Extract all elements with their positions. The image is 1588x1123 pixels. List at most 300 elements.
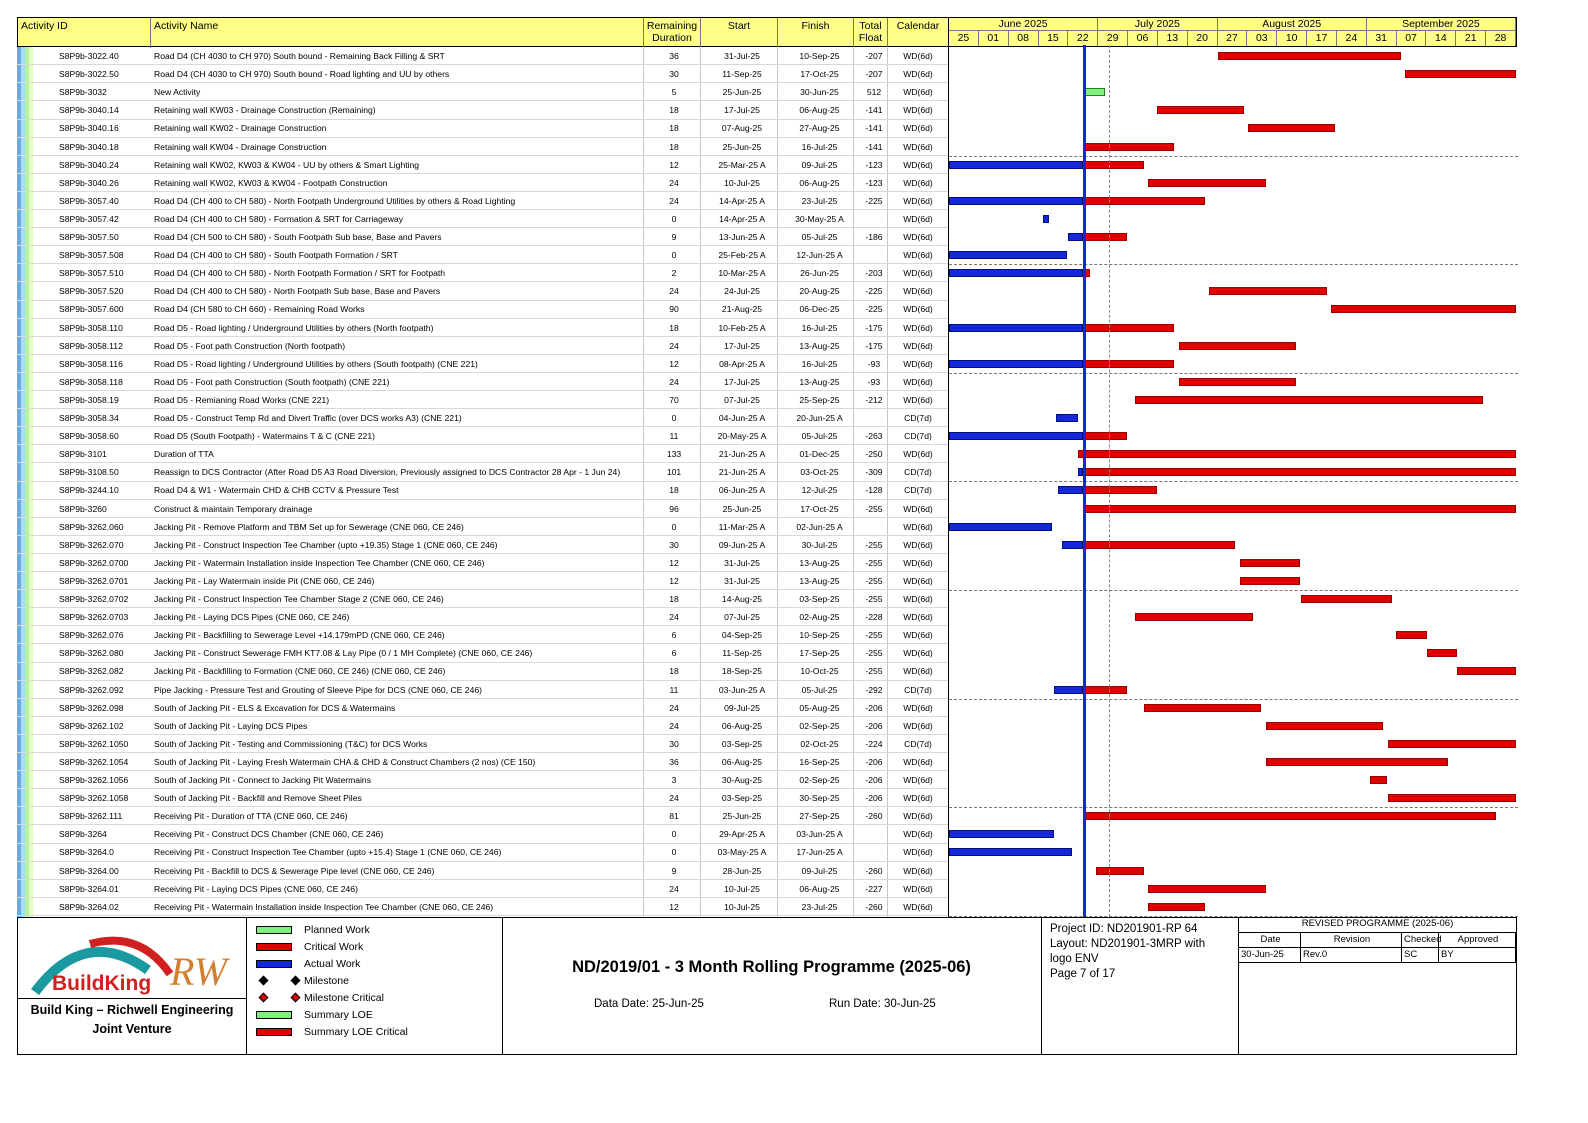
activity-row[interactable] — [17, 681, 948, 699]
activity-row[interactable] — [17, 445, 948, 463]
revision-cell: BY — [1439, 947, 1516, 962]
title-block — [17, 917, 1517, 1055]
calendar: CD(7d) — [904, 431, 932, 442]
activity-id: S8P9b-3262.0701 — [59, 575, 129, 586]
activity-row[interactable] — [17, 662, 948, 680]
company-jv: Joint Venture — [92, 1022, 172, 1036]
start-date: 04-Jun-25 A — [718, 413, 766, 423]
remaining-duration: 30 — [669, 539, 679, 550]
actual-bar[interactable] — [949, 251, 1067, 259]
remaining-duration: 3 — [671, 775, 677, 785]
activity-id: S8P9b-3264.01 — [59, 883, 119, 894]
finish-date: 13-Aug-25 — [799, 575, 840, 586]
timescale-week: 15 — [1039, 31, 1069, 46]
remaining-duration: 18 — [669, 594, 679, 604]
finish-date: 05-Jul-25 — [801, 431, 838, 442]
calendar: WD(6d) — [903, 304, 933, 315]
start-date: 17-Jul-25 — [724, 105, 760, 116]
gantt-chart[interactable] — [948, 17, 1517, 917]
remaining-duration: 18 — [669, 666, 679, 677]
header-remaining-duration[interactable] — [644, 18, 701, 48]
finish-date: 12-Jun-25 A — [796, 250, 843, 261]
critical-bar[interactable] — [1388, 794, 1517, 802]
activity-id: S8P9b-3057.508 — [59, 250, 124, 261]
total-float: -206 — [865, 720, 883, 731]
activity-row[interactable] — [17, 518, 948, 536]
activity-row[interactable] — [17, 825, 948, 843]
activity-name: Road D4 (CH 4030 to CH 970) South bound - Remaining Back Filling & SRT — [154, 51, 445, 61]
layout-name: Layout: ND201901-3MRP with logo ENV — [1050, 938, 1206, 965]
actual-bar[interactable] — [1068, 233, 1083, 241]
activity-row[interactable] — [17, 210, 948, 228]
activity-name: South of Jacking Pit - Laying DCS Pipes — [154, 720, 308, 731]
activity-row[interactable] — [17, 319, 948, 337]
total-float: -255 — [865, 539, 883, 550]
calendar: WD(6d) — [903, 195, 933, 206]
actual-bar[interactable] — [1054, 686, 1083, 694]
remaining-duration: 81 — [669, 811, 679, 822]
activity-row[interactable] — [17, 463, 948, 481]
header-float-line2: Float — [858, 32, 883, 44]
activity-row[interactable] — [17, 717, 948, 735]
actual-bar[interactable] — [1058, 486, 1083, 494]
legend-swatch — [256, 926, 292, 934]
remaining-duration: 11 — [669, 684, 679, 695]
critical-bar[interactable] — [1135, 613, 1252, 621]
activity-row[interactable] — [17, 753, 948, 771]
calendar: WD(6d) — [903, 594, 933, 604]
activity-row[interactable] — [17, 409, 948, 427]
calendar: WD(6d) — [903, 847, 933, 858]
finish-date: 25-Sep-25 — [799, 394, 840, 405]
activity-row[interactable] — [17, 771, 948, 789]
remaining-duration: 24 — [669, 340, 679, 351]
activity-row[interactable] — [17, 807, 948, 825]
finish-date: 16-Jul-25 — [801, 358, 838, 369]
activity-row[interactable] — [17, 500, 948, 518]
timescale-week: 25 — [949, 31, 979, 46]
critical-bar[interactable] — [1148, 903, 1205, 911]
total-float: -206 — [865, 756, 883, 767]
group-divider — [949, 807, 1518, 808]
remaining-duration: 11 — [669, 431, 679, 442]
activity-name: Duration of TTA — [154, 449, 214, 460]
start-date: 28-Jun-25 — [722, 865, 762, 876]
timescale-week: 31 — [1367, 31, 1397, 46]
activity-name: South of Jacking Pit - Testing and Commissioning (T&C) for DCS Works — [154, 738, 428, 749]
actual-bar[interactable] — [949, 197, 1083, 205]
activity-id: S8P9b-3262.060 — [59, 521, 124, 532]
critical-bar[interactable] — [1078, 450, 1516, 458]
calendar: WD(6d) — [903, 250, 933, 261]
critical-bar[interactable] — [1096, 867, 1144, 875]
activity-row[interactable] — [17, 65, 948, 83]
critical-bar[interactable] — [1083, 432, 1127, 440]
start-date: 31-Jul-25 — [724, 557, 760, 568]
finish-date: 02-Jun-25 A — [796, 521, 843, 532]
header-calendar[interactable]: Calendar — [888, 18, 949, 48]
critical-bar[interactable] — [1144, 704, 1261, 712]
timescale-week: 17 — [1307, 31, 1337, 46]
activity-row[interactable] — [17, 264, 948, 282]
total-float: -175 — [865, 340, 883, 351]
activity-row[interactable] — [17, 608, 948, 626]
critical-bar[interactable] — [1083, 812, 1496, 820]
activity-row[interactable] — [17, 355, 948, 373]
activity-row[interactable] — [17, 228, 948, 246]
finish-date: 30-Sep-25 — [799, 793, 840, 804]
total-float: -227 — [865, 883, 883, 894]
finish-date: 10-Oct-25 — [800, 666, 839, 677]
critical-bar[interactable] — [1083, 468, 1516, 476]
critical-bar[interactable] — [1148, 179, 1265, 187]
finish-date: 06-Dec-25 — [799, 304, 840, 315]
run-date: Run Date: 30-Jun-25 — [829, 998, 936, 1010]
activity-name: Retaining wall KW02, KW03 & KW04 - Footpath Construction — [154, 177, 388, 188]
actual-bar[interactable] — [949, 161, 1083, 169]
activity-row[interactable] — [17, 83, 948, 101]
activity-id: S8P9b-3058.112 — [59, 340, 123, 351]
critical-bar[interactable] — [1331, 305, 1516, 313]
activity-row[interactable] — [17, 119, 948, 137]
activity-row[interactable] — [17, 536, 948, 554]
finish-date: 06-Aug-25 — [799, 105, 840, 116]
critical-bar[interactable] — [1396, 631, 1426, 639]
finish-date: 17-Oct-25 — [800, 503, 839, 514]
calendar: WD(6d) — [903, 630, 933, 641]
timescale-week: 13 — [1158, 31, 1188, 46]
remaining-duration: 0 — [671, 413, 677, 423]
activity-row[interactable] — [17, 156, 948, 174]
project-info — [1041, 918, 1239, 1054]
start-date: 09-Jun-25 A — [718, 539, 766, 550]
company-logo — [30, 930, 240, 1000]
start-date: 14-Apr-25 A — [719, 213, 765, 224]
project-id: Project ID: ND201901-RP 64 — [1050, 923, 1198, 935]
start-date: 25-Jun-25 — [722, 503, 762, 514]
start-date: 29-Apr-25 A — [719, 829, 765, 840]
remaining-duration: 90 — [669, 304, 679, 315]
remaining-duration: 24 — [669, 177, 679, 188]
activity-row[interactable] — [17, 880, 948, 898]
finish-date: 10-Sep-25 — [799, 630, 840, 641]
actual-bar[interactable] — [1043, 215, 1050, 223]
calendar: WD(6d) — [903, 286, 933, 297]
calendar: WD(6d) — [903, 322, 933, 333]
activity-name: Receiving Pit - Watermain Installation inside Inspection Tee Chamber (CNE 060, CE 246) — [154, 901, 494, 912]
remaining-duration: 24 — [669, 883, 679, 894]
critical-bar[interactable] — [1240, 577, 1301, 585]
finish-date: 16-Sep-25 — [799, 756, 840, 767]
remaining-duration: 0 — [671, 829, 677, 840]
critical-bar[interactable] — [1301, 595, 1392, 603]
finish-date: 20-Aug-25 — [799, 286, 840, 297]
calendar: WD(6d) — [903, 394, 933, 405]
activity-row[interactable] — [17, 246, 948, 264]
total-float: -186 — [865, 232, 883, 242]
remaining-duration: 0 — [671, 213, 677, 224]
activity-name: Road D5 - Construct Temp Rd and Divert Traffic (over DCS works A3) (CNE 221) — [154, 413, 462, 423]
finish-date: 02-Sep-25 — [799, 775, 840, 785]
legend — [246, 918, 503, 1054]
timescale-month: June 2025 — [949, 18, 1098, 31]
total-float: -263 — [865, 431, 883, 442]
activity-row[interactable] — [17, 192, 948, 210]
total-float: -255 — [865, 648, 883, 659]
finish-date: 13-Aug-25 — [799, 376, 840, 387]
calendar: WD(6d) — [903, 557, 933, 568]
activity-name: Road D5 - Foot path Construction (North footpath) — [154, 340, 346, 351]
calendar: WD(6d) — [903, 358, 933, 369]
activity-name: Road D5 - Remianing Road Works (CNE 221) — [154, 394, 330, 405]
total-float: -212 — [865, 394, 883, 405]
critical-bar[interactable] — [1083, 541, 1235, 549]
legend-swatch — [256, 1011, 292, 1019]
total-float: 512 — [866, 87, 882, 98]
timescale-week: 10 — [1277, 31, 1307, 46]
activity-id: S8P9b-3262.082 — [59, 666, 124, 677]
finish-date: 17-Oct-25 — [800, 69, 839, 80]
activity-name: Road D5 (South Footpath) - Watermains T & C (CNE 221) — [154, 431, 375, 442]
legend-label: Critical Work — [304, 941, 364, 953]
critical-bar[interactable] — [1157, 106, 1244, 114]
critical-bar[interactable] — [1266, 758, 1449, 766]
activity-row[interactable] — [17, 898, 948, 916]
activity-id: S8P9b-3057.600 — [59, 304, 124, 315]
remaining-duration: 0 — [671, 847, 677, 858]
activity-row[interactable] — [17, 337, 948, 355]
activity-row[interactable] — [17, 843, 948, 861]
revision-header-cell: Approved — [1439, 932, 1516, 947]
activity-name: Jacking Pit - Construct Sewerage FMH KT7.08 & Lay Pipe (0 / 1 MH Complete) (CNE 060, CE 246) — [154, 648, 533, 659]
header-activity-id[interactable]: Activity ID — [18, 18, 151, 48]
group-divider — [949, 156, 1518, 157]
finish-date: 20-Jun-25 A — [796, 413, 843, 423]
group-divider — [949, 590, 1518, 591]
revision-cell: Rev.0 — [1301, 947, 1402, 962]
actual-bar[interactable] — [1056, 414, 1077, 422]
critical-bar[interactable] — [1179, 378, 1296, 386]
start-date: 21-Aug-25 — [721, 304, 763, 315]
total-float: -260 — [865, 901, 883, 912]
header-remaining-line1: Remaining — [646, 20, 698, 32]
activity-id: S8P9b-3262.0702 — [59, 594, 129, 604]
activity-name: Road D4 (CH 400 to CH 580) - South Footpath Formation / SRT — [154, 250, 398, 261]
critical-bar[interactable] — [1083, 233, 1127, 241]
activity-row[interactable] — [17, 554, 948, 572]
critical-bar[interactable] — [1083, 161, 1144, 169]
start-date: 31-Jul-25 — [724, 51, 760, 61]
calendar: CD(7d) — [904, 738, 932, 749]
header-start[interactable]: Start — [701, 18, 778, 48]
activity-name: Road D4 (CH 500 to CH 580) - South Footpath Sub base, Base and Pavers — [154, 232, 442, 242]
activity-row[interactable] — [17, 101, 948, 119]
finish-date: 02-Aug-25 — [799, 612, 840, 623]
start-date: 07-Aug-25 — [721, 123, 763, 134]
actual-bar[interactable] — [949, 269, 1083, 277]
activity-name: Road D4 (CH 400 to CH 580) - Formation & SRT for Carriageway — [154, 213, 403, 224]
finish-date: 09-Jul-25 — [801, 865, 838, 876]
remaining-duration: 12 — [669, 575, 679, 586]
actual-bar[interactable] — [949, 324, 1083, 332]
activity-row[interactable] — [17, 789, 948, 807]
remaining-duration: 30 — [669, 738, 679, 749]
total-float: -175 — [865, 322, 883, 333]
calendar: WD(6d) — [903, 702, 933, 713]
activity-row[interactable] — [17, 282, 948, 300]
header-finish[interactable]: Finish — [778, 18, 854, 48]
start-date: 21-Jun-25 A — [718, 449, 766, 460]
critical-bar[interactable] — [1179, 342, 1296, 350]
start-date: 07-Jul-25 — [724, 612, 760, 623]
calendar: WD(6d) — [903, 159, 933, 170]
start-date: 11-Sep-25 — [722, 648, 762, 659]
legend-item — [256, 956, 496, 972]
actual-bar[interactable] — [1062, 541, 1083, 549]
activity-row[interactable] — [17, 572, 948, 590]
calendar: WD(6d) — [903, 268, 933, 279]
critical-bar[interactable] — [1083, 686, 1127, 694]
critical-bar[interactable] — [1240, 559, 1301, 567]
timescale-week: 06 — [1128, 31, 1158, 46]
critical-bar[interactable] — [1083, 360, 1174, 368]
planned-bar[interactable] — [1083, 88, 1105, 96]
actual-bar[interactable] — [949, 432, 1083, 440]
timescale-week: 27 — [1218, 31, 1248, 46]
activity-row[interactable] — [17, 391, 948, 409]
activity-row[interactable] — [17, 699, 948, 717]
activity-row[interactable] — [17, 373, 948, 391]
critical-bar[interactable] — [1135, 396, 1483, 404]
remaining-duration: 30 — [669, 69, 679, 80]
remaining-duration: 24 — [669, 195, 679, 206]
critical-bar[interactable] — [1266, 722, 1383, 730]
timescale-month: September 2025 — [1367, 18, 1516, 31]
critical-bar[interactable] — [1083, 486, 1157, 494]
critical-bar[interactable] — [1209, 287, 1326, 295]
start-date: 10-Jul-25 — [724, 901, 760, 912]
total-float: -255 — [865, 503, 883, 514]
timescale-month: July 2025 — [1098, 18, 1217, 31]
start-date: 17-Jul-25 — [724, 340, 760, 351]
total-float — [857, 825, 891, 843]
activity-row[interactable] — [17, 590, 948, 608]
total-float: -255 — [865, 630, 883, 641]
activity-row[interactable] — [17, 427, 948, 445]
activity-row[interactable] — [17, 47, 948, 65]
finish-date: 06-Aug-25 — [799, 883, 840, 894]
data-date-line — [1083, 45, 1086, 917]
total-float: -225 — [865, 304, 883, 315]
logo-brand-buildking: BuildKing — [52, 972, 152, 995]
activity-id: S8P9b-3262.0703 — [59, 612, 129, 623]
actual-bar[interactable] — [949, 360, 1083, 368]
start-date: 25-Feb-25 A — [718, 250, 766, 261]
calendar: WD(6d) — [903, 666, 933, 677]
activity-row[interactable] — [17, 735, 948, 753]
calendar: WD(6d) — [903, 51, 933, 61]
activity-row[interactable] — [17, 300, 948, 318]
legend-item — [256, 939, 496, 955]
total-float: -123 — [865, 159, 883, 170]
calendar: WD(6d) — [903, 612, 933, 623]
header-float-line1: Total — [859, 20, 882, 32]
activity-name: Retaining wall KW04 - Drainage Construction — [154, 141, 327, 152]
start-date: 14-Aug-25 — [721, 594, 763, 604]
critical-bar[interactable] — [1405, 70, 1516, 78]
remaining-duration: 12 — [669, 901, 679, 912]
finish-date: 02-Oct-25 — [800, 738, 839, 749]
critical-bar[interactable] — [1248, 124, 1335, 132]
activity-row[interactable] — [17, 174, 948, 192]
total-float — [857, 843, 891, 861]
activity-id: S8P9b-3040.26 — [59, 177, 119, 188]
activity-name: Pipe Jacking - Pressure Test and Grouting of Sleeve Pipe for DCS (CNE 060, CE 246) — [154, 684, 482, 695]
start-date: 11-Sep-25 — [722, 69, 762, 80]
actual-bar[interactable] — [949, 830, 1054, 838]
legend-swatch — [256, 943, 292, 951]
critical-bar[interactable] — [1148, 885, 1265, 893]
critical-bar[interactable] — [1083, 197, 1205, 205]
activity-name: Receiving Pit - Duration of TTA (CNE 060, CE 246) — [154, 811, 348, 822]
activity-id: S8P9b-3262.1058 — [59, 793, 129, 804]
activity-row[interactable] — [17, 626, 948, 644]
activity-name: Road D4 (CH 400 to CH 580) - North Footpath Formation / SRT for Footpath — [154, 268, 446, 279]
revision-row — [1239, 947, 1516, 963]
calendar: CD(7d) — [904, 413, 932, 423]
critical-bar[interactable] — [1457, 667, 1516, 675]
activity-row[interactable] — [17, 644, 948, 662]
critical-bar[interactable] — [1083, 324, 1174, 332]
legend-item — [256, 973, 496, 989]
finish-date: 03-Sep-25 — [799, 594, 840, 604]
total-float: -141 — [865, 123, 883, 134]
activity-id: S8P9b-3262.092 — [59, 684, 124, 695]
actual-bar[interactable] — [949, 523, 1052, 531]
total-float: -206 — [865, 793, 883, 804]
activity-name: South of Jacking Pit - Laying Fresh Watermain CHA & CHD & Construct Chambers (2 nos) (CE 150) — [154, 756, 536, 767]
activity-id: S8P9b-3058.60 — [59, 431, 119, 442]
header-total-float[interactable] — [854, 18, 888, 48]
legend-item — [256, 1007, 496, 1023]
calendar: WD(6d) — [903, 123, 933, 134]
remaining-duration: 0 — [671, 521, 677, 532]
critical-bar[interactable] — [1370, 776, 1387, 784]
critical-bar[interactable] — [1427, 649, 1457, 657]
remaining-duration: 9 — [671, 232, 677, 242]
header-activity-name[interactable]: Activity Name — [151, 18, 644, 48]
critical-bar[interactable] — [1388, 740, 1517, 748]
activity-row[interactable] — [17, 481, 948, 499]
activity-name: Jacking Pit - Backfilling to Formation (CNE 060, CE 246) (CNE 060, CE 246) — [154, 666, 446, 677]
activity-id: S8P9b-3262.1056 — [59, 775, 129, 785]
remaining-duration: 18 — [669, 123, 679, 134]
critical-bar[interactable] — [1218, 52, 1401, 60]
activity-row[interactable] — [17, 138, 948, 156]
start-date: 06-Aug-25 — [721, 720, 763, 731]
critical-bar[interactable] — [1083, 143, 1174, 151]
milestone-icon — [259, 993, 269, 1003]
start-date: 17-Jul-25 — [724, 376, 760, 387]
activity-row[interactable] — [17, 862, 948, 880]
company-name: Build King – Richwell Engineering — [30, 1003, 234, 1017]
calendar: CD(7d) — [904, 485, 932, 496]
critical-bar[interactable] — [1083, 505, 1516, 513]
actual-bar[interactable] — [949, 848, 1072, 856]
revision-title: REVISED PROGRAMME (2025-06) — [1239, 918, 1516, 933]
activity-id: S8P9b-3262.0700 — [59, 557, 129, 568]
start-date: 10-Jul-25 — [724, 883, 760, 894]
